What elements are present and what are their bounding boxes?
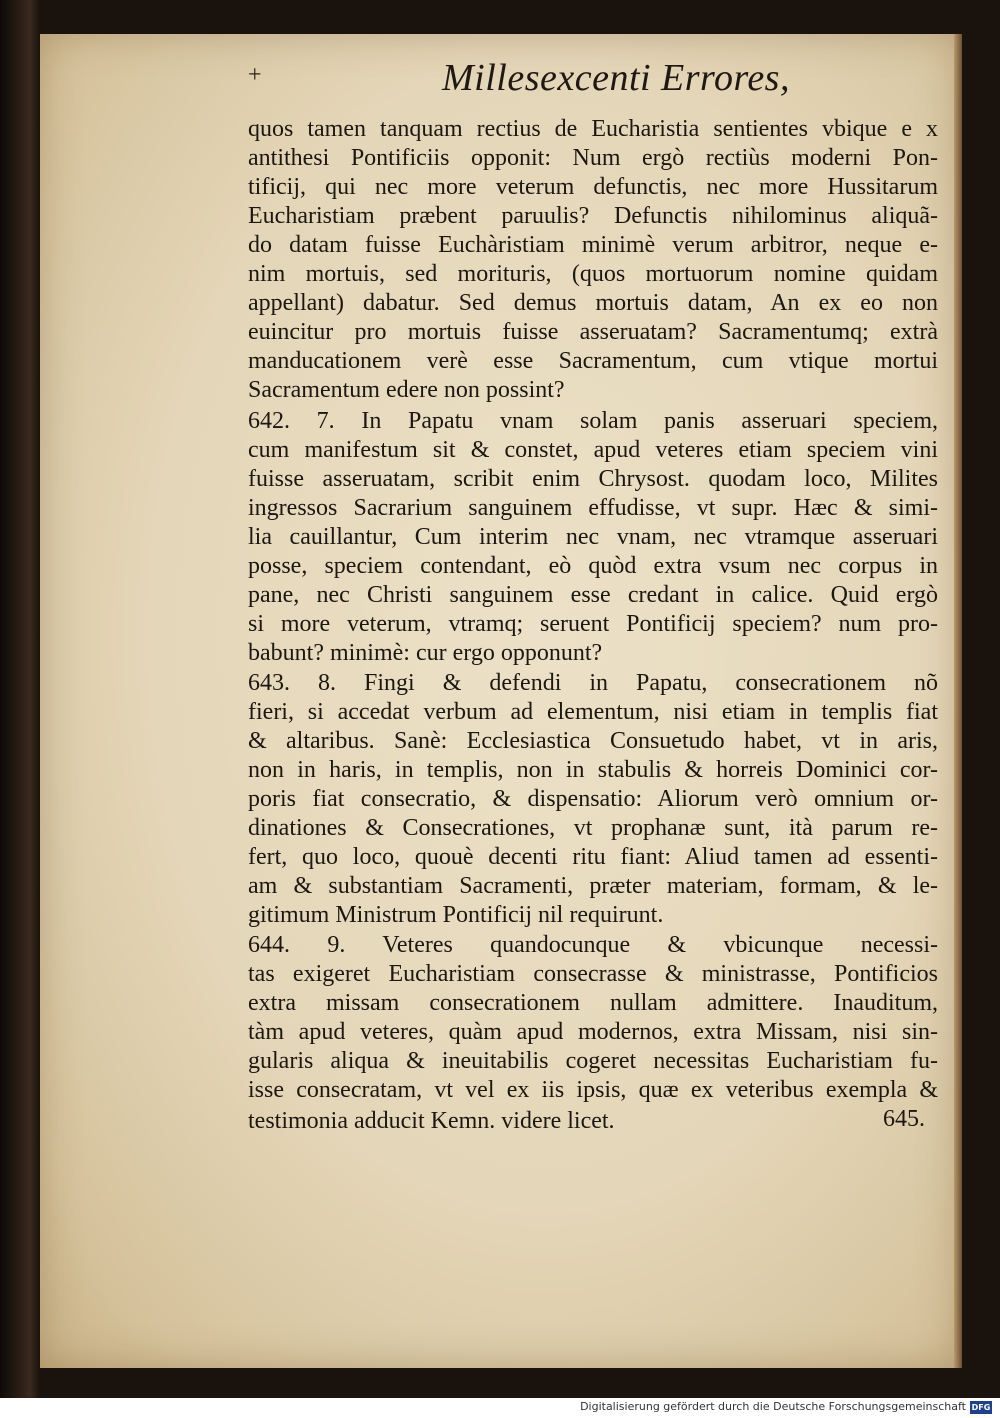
text-line: Sacramentum edere non possint?	[248, 377, 565, 403]
text-line: tificij, qui nec more veterum defunctis, nec more Hussitarum	[248, 174, 938, 200]
text-line: euincitur pro mortuis fuisse asseruatam? Sacramentumq; extrà	[248, 319, 938, 345]
numbered-paragraph-644: 644. 9. Veteres quandocunque & vbicunque necessi-	[248, 932, 938, 958]
text-line: tàm apud veteres, quàm apud modernos, extra Missam, nisi sin-	[248, 1019, 938, 1045]
text-line: testimonia adducit Kemn. videre licet.	[248, 1108, 615, 1134]
running-title: Millesexcenti Errores,	[442, 57, 790, 99]
header-mark: +	[248, 62, 262, 88]
text-line: posse, speciem contendant, eò quòd extra vsum nec corpus in	[248, 553, 938, 579]
text-line: extra missam consecrationem nullam admittere. Inauditum,	[248, 990, 938, 1016]
funding-credit: Digitalisierung gefördert durch die Deutsche Forschungsgemeinschaft	[580, 1400, 966, 1413]
text-line: fuisse asseruatam, scribit enim Chrysost. quodam loco, Milites	[248, 466, 938, 492]
text-line: pane, nec Christi sanguinem esse credant in calice. Quid ergò	[248, 582, 938, 608]
text-line: lia cauillantur, Cum interim nec vnam, nec vtramque asseruari	[248, 524, 938, 550]
footer-bar	[0, 1398, 1000, 1418]
text-line: am & substantiam Sacramenti, præter materiam, formam, & le-	[248, 873, 938, 899]
text-line: & altaribus. Sanè: Ecclesiastica Consuetudo habet, vt in aris,	[248, 728, 938, 754]
text-line: do datam fuisse Euchàristiam minimè verum arbitror, neque e-	[248, 232, 938, 258]
text-line: quos tamen tanquam rectius de Eucharistia sentientes vbique e x	[248, 116, 938, 142]
text-line: ingressos Sacrarium sanguinem effudisse, vt supr. Hæc & simi-	[248, 495, 938, 521]
text-line: non in haris, in templis, non in stabulis & horreis Dominici cor-	[248, 757, 938, 783]
text-line: dinationes & Consecrationes, vt prophanæ sunt, ità parum re-	[248, 815, 938, 841]
numbered-paragraph-642: 642. 7. In Papatu vnam solam panis asseruari speciem,	[248, 408, 938, 434]
text-line: babunt? minimè: cur ergo opponunt?	[248, 640, 603, 666]
dfg-logo-icon: DFG	[971, 1403, 991, 1412]
text-line: si more veterum, vtramq; seruent Pontificij speciem? num pro-	[248, 611, 938, 637]
text-line: fert, quo loco, quouè decenti ritu fiant: Aliud tamen ad essenti-	[248, 844, 938, 870]
text-line: Eucharistiam præbent paruulis? Defunctis nihilominus aliquã-	[248, 203, 938, 229]
text-line: gitimum Ministrum Pontificij nil requirunt.	[248, 902, 664, 928]
text-line: manducationem verè esse Sacramentum, cum vtique mortui	[248, 348, 938, 374]
catchword: 645.	[883, 1106, 925, 1132]
numbered-paragraph-643: 643. 8. Fingi & defendi in Papatu, consecrationem nõ	[248, 670, 938, 696]
text-line: tas exigeret Eucharistiam consecrasse & ministrasse, Pontificios	[248, 961, 938, 987]
text-line: antithesi Pontificiis opponit: Num ergò rectiùs moderni Pon-	[248, 145, 938, 171]
text-line: poris fiat consecratio, & dispensatio: Aliorum verò omnium or-	[248, 786, 938, 812]
text-line: isse consecratam, vt vel ex iis ipsis, quæ ex veteribus exempla &	[248, 1077, 938, 1103]
text-line: cum manifestum sit & constet, apud veteres etiam speciem vini	[248, 437, 938, 463]
text-line: gularis aliqua & ineuitabilis cogeret necessitas Eucharistiam fu-	[248, 1048, 938, 1074]
text-line: fieri, si accedat verbum ad elementum, nisi etiam in templis fiat	[248, 699, 938, 725]
text-line: nim mortuis, sed morituris, (quos mortuorum nomine quidam	[248, 261, 938, 287]
text-line: appellant) dabatur. Sed demus mortuis datam, An ex eo non	[248, 290, 938, 316]
